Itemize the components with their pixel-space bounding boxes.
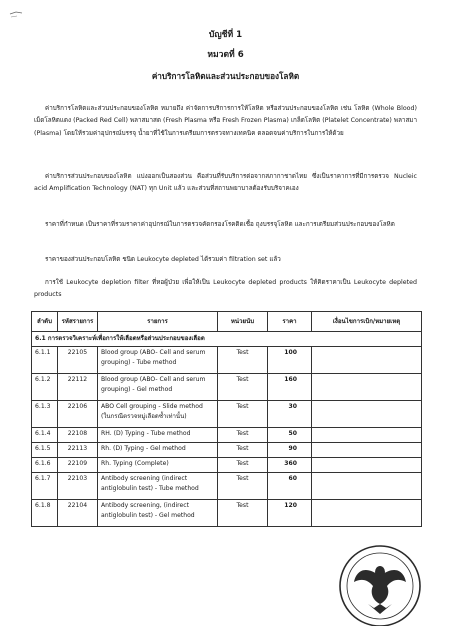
category-number: หมวดที่ 6 xyxy=(207,50,244,60)
paragraph-leukocyte-filter: การใช้ Leukocyte depletion filter ที่หอผู้ป่วย เพื่อให้เป็น Leukocyte depleted products ให้คิดราคาเป็น Leukocyte depleted products xyxy=(34,279,417,299)
scan-mark-icon xyxy=(8,8,26,22)
column-header-no: ลำดับ xyxy=(32,312,58,332)
table-row xyxy=(32,374,422,401)
paragraph-components: ค่าบริการส่วนประกอบของโลหิต แบ่งออกเป็นสองส่วน คือส่วนที่รับบริการต่อจากสภากาชาดไทย ซึ่งเป็นราคาการที่มีการตรวจ Nucleic acid Amplification Technology (NAT) ทุก Unit แล้ว และส่วนที่สถานพยาบาลต้องรับบริจาคเอง xyxy=(34,173,417,193)
row-unit: Test xyxy=(218,428,268,443)
row-item: Blood group (ABO- Cell and serum grouping) - Gel method xyxy=(98,374,218,401)
row-note xyxy=(312,428,422,443)
table-header-row xyxy=(32,312,422,332)
column-header-unit: หน่วยนับ xyxy=(218,312,268,332)
row-no: 6.1.5 xyxy=(32,443,58,458)
row-item: Blood group (ABO- Cell and serum grouping) - Tube method xyxy=(98,347,218,374)
row-code: 22108 xyxy=(58,428,98,443)
column-header-code: รหัสรายการ xyxy=(58,312,98,332)
row-price: 60 xyxy=(268,473,312,500)
row-unit: Test xyxy=(218,500,268,527)
row-item: Rh. (D) Typing - Gel method xyxy=(98,443,218,458)
section-row xyxy=(32,332,422,347)
row-note xyxy=(312,500,422,527)
paragraph-pricing: ราคาที่กำหนด เป็นราคาที่รวมราคาค่าอุปกรณ์ในการตรวจคัดกรองโรคติดเชื้อ ถุงบรรจุโลหิต และการเตรียมส่วนประกอบของโลหิต xyxy=(45,221,395,228)
row-code: 22112 xyxy=(58,374,98,401)
fee-table xyxy=(31,311,422,527)
row-price: 160 xyxy=(268,374,312,401)
table-row xyxy=(32,458,422,473)
garuda-emblem-icon xyxy=(354,566,406,614)
row-item: Rh. Typing (Complete) xyxy=(98,458,218,473)
row-code: 22109 xyxy=(58,458,98,473)
row-note xyxy=(312,443,422,458)
row-no: 6.1.8 xyxy=(32,500,58,527)
paragraph-leukocyte-price: ราคาของส่วนประกอบโลหิต ชนิด Leukocyte depleted ได้รวมค่า filtration set แล้ว xyxy=(45,256,281,263)
row-item: ABO Cell grouping - Slide method (ในกรณีตรวจหมู่เลือดซ้ำเท่านั้น) xyxy=(98,401,218,428)
row-note xyxy=(312,347,422,374)
table-row xyxy=(32,401,422,428)
row-item: Antibody screening, (indirect antiglobulin test) - Gel method xyxy=(98,500,218,527)
row-unit: Test xyxy=(218,347,268,374)
table-row xyxy=(32,473,422,500)
row-price: 120 xyxy=(268,500,312,527)
row-unit: Test xyxy=(218,458,268,473)
column-header-note: เงื่อนไขการเบิก/หมายเหตุ xyxy=(312,312,422,332)
row-note xyxy=(312,473,422,500)
row-code: 22104 xyxy=(58,500,98,527)
row-item: RH. (D) Typing - Tube method xyxy=(98,428,218,443)
row-no: 6.1.2 xyxy=(32,374,58,401)
row-price: 100 xyxy=(268,347,312,374)
column-header-price: ราคา xyxy=(268,312,312,332)
table-row xyxy=(32,347,422,374)
row-code: 22113 xyxy=(58,443,98,458)
official-seal xyxy=(326,542,430,626)
section-title: 6.1 การตรวจวิเคราะห์เพื่อการให้เลือดหรือส่วนประกอบของเลือด xyxy=(32,332,422,347)
row-item: Antibody screening (indirect antiglobulin test) - Tube method xyxy=(98,473,218,500)
column-header-item: รายการ xyxy=(98,312,218,332)
table-row xyxy=(32,500,422,527)
schedule-number: บัญชีที่ 1 xyxy=(208,30,243,40)
paragraph-definition: ค่าบริการโลหิตและส่วนประกอบของโลหิต หมายถึง ค่าจัดการบริการการให้โลหิต หรือส่วนประกอบของโลหิต เช่น โลหิต (Whole Blood) เม็ดโลหิตแดง (Packed Red Cell) พลาสมาสด (Fresh Plasma หรือ Fresh Frozen Plasma) เกล็ดโลหิต (Platelet Concentrate) พลาสมา (Plasma) โดยให้รวมค่าอุปกรณ์บรรจุ น้ำยาที่ใช้ในการเตรียมการตรวจทางเทคนิค ตลอดจนค่าบริการในการให้ด้วย xyxy=(34,105,417,137)
row-unit: Test xyxy=(218,374,268,401)
row-note xyxy=(312,458,422,473)
row-unit: Test xyxy=(218,473,268,500)
table-row xyxy=(32,428,422,443)
row-unit: Test xyxy=(218,401,268,428)
row-no: 6.1.4 xyxy=(32,428,58,443)
row-unit: Test xyxy=(218,443,268,458)
row-code: 22105 xyxy=(58,347,98,374)
row-price: 30 xyxy=(268,401,312,428)
row-note xyxy=(312,401,422,428)
row-code: 22103 xyxy=(58,473,98,500)
row-no: 6.1.1 xyxy=(32,347,58,374)
row-no: 6.1.3 xyxy=(32,401,58,428)
row-no: 6.1.6 xyxy=(32,458,58,473)
page-title: ค่าบริการโลหิตและส่วนประกอบของโลหิต xyxy=(151,71,300,81)
row-code: 22106 xyxy=(58,401,98,428)
row-no: 6.1.7 xyxy=(32,473,58,500)
table-row xyxy=(32,443,422,458)
row-note xyxy=(312,374,422,401)
row-price: 360 xyxy=(268,458,312,473)
row-price: 90 xyxy=(268,443,312,458)
row-price: 50 xyxy=(268,428,312,443)
